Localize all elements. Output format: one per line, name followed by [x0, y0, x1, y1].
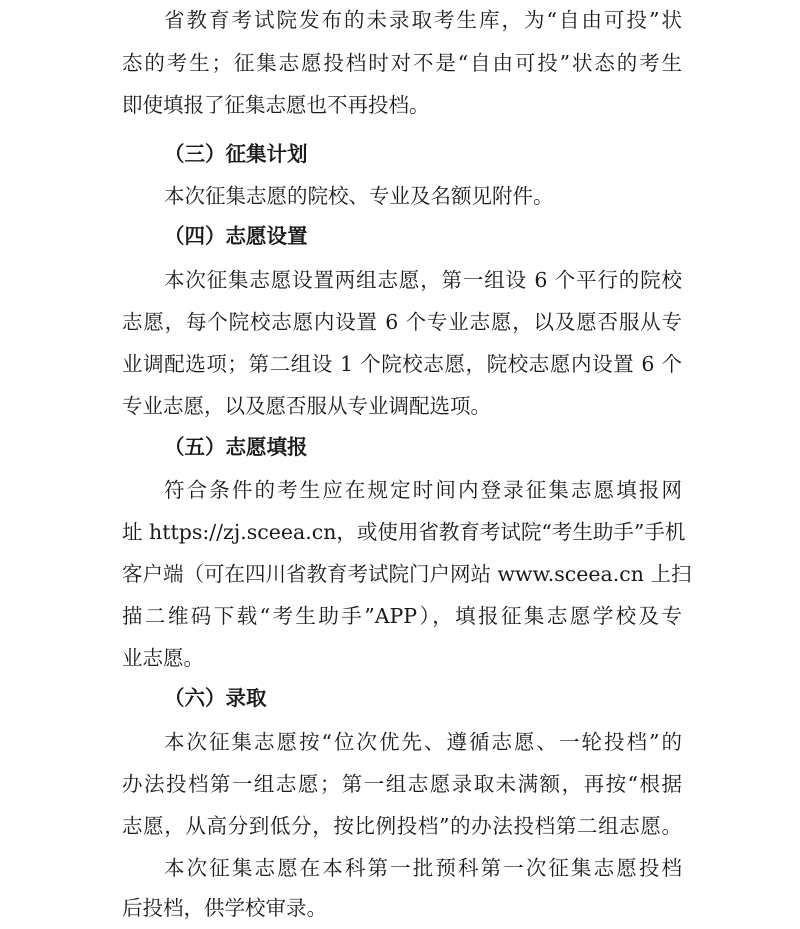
paragraph-line: 符合条件的考生应在规定时间内登录征集志愿填报网 — [164, 478, 682, 502]
paragraph-line: 本次征集志愿按“位次优先、遵循志愿、一轮投档”的 — [164, 730, 682, 754]
paragraph-line: 本次征集志愿在本科第一批预科第一次征集志愿投档 — [164, 856, 682, 880]
paragraph-line: 本次征集志愿的院校、专业及名额见附件。 — [164, 184, 554, 208]
section-heading-filling: （五）志愿填报 — [164, 435, 308, 459]
paragraph-line: 办法投档第一组志愿；第一组志愿录取未满额，再按“根据 — [122, 772, 682, 796]
paragraph-line: 后投档，供学校审录。 — [122, 896, 327, 920]
paragraph-line: 业志愿。 — [122, 646, 204, 670]
paragraph-line: 省教育考试院发布的未录取考生库，为“自由可投”状 — [164, 8, 682, 32]
section-heading-settings: （四）志愿设置 — [164, 224, 308, 248]
section-heading-plan: （三）征集计划 — [164, 142, 308, 166]
paragraph-line: 业调配选项；第二组设 1 个院校志愿，院校志愿内设置 6 个 — [122, 352, 682, 376]
paragraph-line: 专业志愿，以及愿否服从专业调配选项。 — [122, 394, 491, 418]
paragraph-line: 址 https://zj.sceea.cn，或使用省教育考试院“考生助手”手机 — [122, 520, 686, 544]
paragraph-line: 描二维码下载“考生助手”APP），填报征集志愿学校及专 — [122, 604, 682, 628]
paragraph-line: 即使填报了征集志愿也不再投档。 — [122, 93, 430, 117]
section-heading-admission: （六）录取 — [164, 686, 267, 710]
paragraph-line: 客户端（可在四川省教育考试院门户网站 www.sceea.cn 上扫 — [122, 562, 692, 586]
paragraph-line: 志愿，每个院校志愿内设置 6 个专业志愿，以及愿否服从专 — [122, 310, 682, 334]
paragraph-line: 志愿，从高分到低分，按比例投档”的办法投档第二组志愿。 — [122, 814, 682, 838]
paragraph-line: 本次征集志愿设置两组志愿，第一组设 6 个平行的院校 — [164, 268, 682, 292]
paragraph-line: 态的考生；征集志愿投档时对不是“自由可投”状态的考生 — [122, 51, 682, 75]
